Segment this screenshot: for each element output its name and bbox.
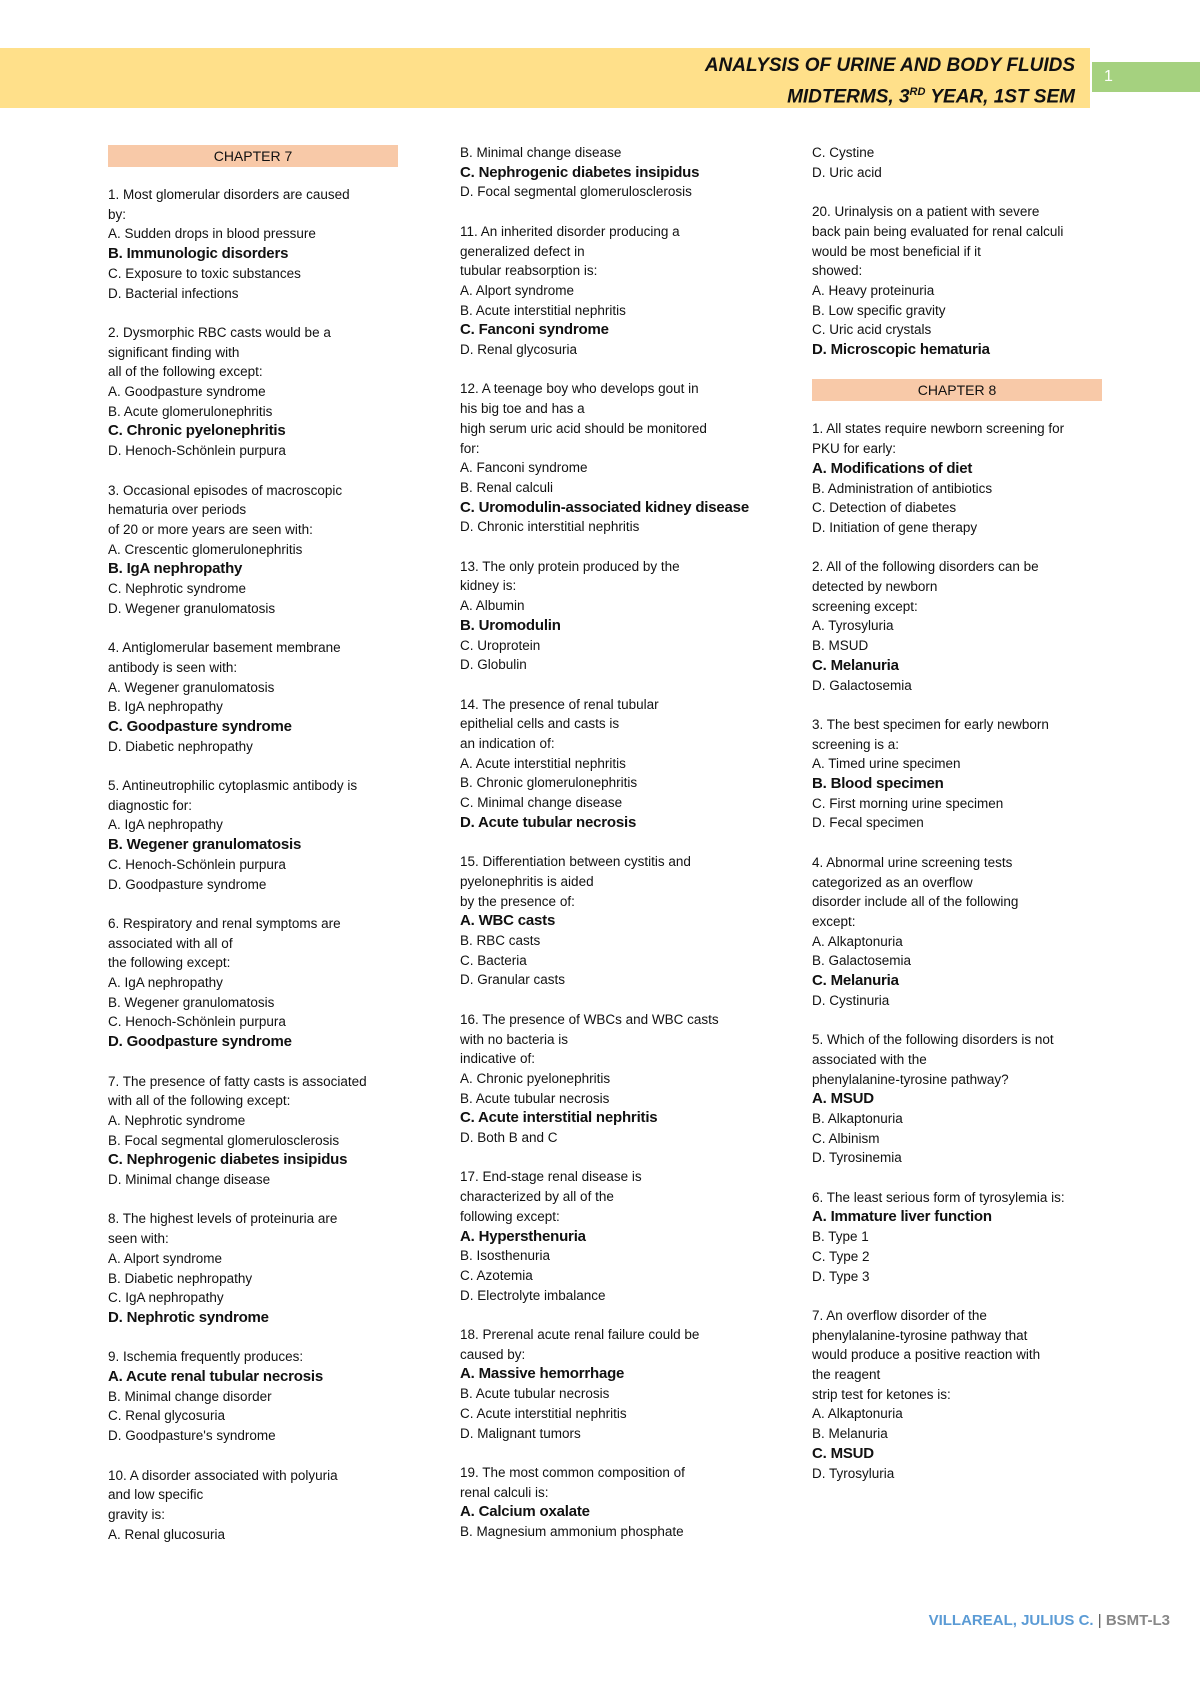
question-text: 7. An overflow disorder of the bbox=[812, 1307, 987, 1323]
question-text: 17. End-stage renal disease is bbox=[460, 1169, 642, 1185]
answer-option-correct: B. Uromodulin bbox=[460, 616, 561, 634]
question-text: and low specific bbox=[108, 1487, 204, 1503]
title-line-2: MIDTERMS, 3RD YEAR, 1ST SEM bbox=[787, 86, 1075, 108]
answer-option-correct: C. Nephrogenic diabetes insipidus bbox=[108, 1151, 348, 1169]
answer-option: A. Alport syndrome bbox=[460, 282, 575, 298]
question-text: 9. Ischemia frequently produces: bbox=[108, 1349, 304, 1365]
answer-option: C. Nephrotic syndrome bbox=[108, 581, 247, 597]
answer-option: D. Tyrosinemia bbox=[812, 1150, 902, 1166]
answer-option: A. Wegener granulomatosis bbox=[108, 679, 275, 695]
question-block bbox=[108, 1347, 398, 1446]
answer-option: D. Tyrosyluria bbox=[812, 1465, 895, 1481]
question-text: 6. Respiratory and renal symptoms are bbox=[108, 915, 341, 931]
answer-option-correct: C. Fanconi syndrome bbox=[460, 321, 609, 339]
answer-option: A. Fanconi syndrome bbox=[460, 460, 588, 476]
question-text: characterized by all of the bbox=[460, 1189, 614, 1205]
question-text: except: bbox=[812, 913, 856, 929]
column-2 bbox=[460, 143, 750, 1561]
answer-option-correct: A. Modifications of diet bbox=[812, 459, 973, 477]
answer-option: B. Acute tubular necrosis bbox=[460, 1386, 610, 1402]
class-code: BSMT-L3 bbox=[1105, 1612, 1170, 1629]
question-text: strip test for ketones is: bbox=[812, 1386, 951, 1402]
answer-option: D. Fecal specimen bbox=[812, 815, 924, 831]
question-text: the following except: bbox=[108, 955, 231, 971]
answer-option: A. Albumin bbox=[460, 598, 525, 614]
question-text: 3. The best specimen for early newborn bbox=[812, 716, 1049, 732]
question-text: 2. All of the following disorders can be bbox=[812, 559, 1039, 575]
question-block bbox=[812, 715, 1102, 833]
question-text: all of the following except: bbox=[108, 364, 263, 380]
question-block bbox=[460, 379, 750, 537]
answer-option: A. Alkaptonuria bbox=[812, 1406, 903, 1422]
question-text: screening is a: bbox=[812, 736, 900, 752]
answer-option: B. Isosthenuria bbox=[460, 1248, 551, 1264]
question-block bbox=[108, 185, 398, 303]
answer-option: A. Timed urine specimen bbox=[812, 756, 961, 772]
answer-option: C. Renal glycosuria bbox=[108, 1408, 226, 1424]
answer-option-correct: A. Immature liver function bbox=[812, 1208, 992, 1226]
answer-option: B. Melanuria bbox=[812, 1426, 888, 1442]
question-text: epithelial cells and casts is bbox=[460, 716, 620, 732]
question-text: associated with the bbox=[812, 1051, 927, 1067]
answer-option: D. Initiation of gene therapy bbox=[812, 519, 978, 535]
answer-option-correct: D. Goodpasture syndrome bbox=[108, 1033, 292, 1051]
column-3 bbox=[812, 143, 1102, 1503]
question-text: significant finding with bbox=[108, 344, 240, 360]
answer-option-correct: A. MSUD bbox=[812, 1090, 874, 1108]
answer-option: D. Goodpasture syndrome bbox=[108, 876, 267, 892]
answer-option: D. Uric acid bbox=[812, 164, 882, 180]
answer-option: B. Focal segmental glomerulosclerosis bbox=[108, 1132, 340, 1148]
answer-option: D. Henoch-Schönlein purpura bbox=[108, 443, 286, 459]
question-text: 4. Abnormal urine screening tests bbox=[812, 854, 1013, 870]
answer-option: B. Chronic glomerulonephritis bbox=[460, 775, 638, 791]
question-text: categorized as an overflow bbox=[812, 874, 973, 890]
question-block bbox=[108, 481, 398, 619]
question-block bbox=[460, 1463, 750, 1542]
answer-option: C. Detection of diabetes bbox=[812, 500, 957, 516]
question-text: screening except: bbox=[812, 598, 918, 614]
question-text: 4. Antiglomerular basement membrane bbox=[108, 640, 341, 656]
answer-option: B. Renal calculi bbox=[460, 479, 554, 495]
question-text: 11. An inherited disorder producing a bbox=[460, 223, 680, 239]
question-text: his big toe and has a bbox=[460, 401, 585, 417]
question-text: antibody is seen with: bbox=[108, 659, 238, 675]
answer-option: B. RBC casts bbox=[460, 933, 541, 949]
column-1 bbox=[108, 143, 398, 1564]
answer-option-correct: A. Calcium oxalate bbox=[460, 1503, 590, 1521]
question-text: hematuria over periods bbox=[108, 502, 247, 518]
question-text: 10. A disorder associated with polyuria bbox=[108, 1467, 338, 1483]
question-text: 19. The most common composition of bbox=[460, 1464, 685, 1480]
answer-option: D. Granular casts bbox=[460, 972, 566, 988]
answer-option-correct: D. Acute tubular necrosis bbox=[460, 813, 637, 831]
answer-option-correct: D. Nephrotic syndrome bbox=[108, 1308, 269, 1326]
question-block bbox=[460, 557, 750, 675]
question-text: phenylalanine-tyrosine pathway? bbox=[812, 1071, 1009, 1087]
question-block bbox=[108, 1072, 398, 1190]
answer-option: A. Crescentic glomerulonephritis bbox=[108, 541, 303, 557]
answer-option-correct: B. Blood specimen bbox=[812, 775, 944, 793]
answer-option-correct: C. MSUD bbox=[812, 1444, 874, 1462]
question-block bbox=[812, 557, 1102, 695]
question-text: 6. The least serious form of tyrosylemia is: bbox=[812, 1189, 1065, 1205]
answer-option: C. Azotemia bbox=[460, 1267, 533, 1283]
question-text: pyelonephritis is aided bbox=[460, 873, 594, 889]
answer-option: D. Renal glycosuria bbox=[460, 342, 578, 358]
footer bbox=[929, 1612, 1170, 1629]
answer-option: C. Minimal change disease bbox=[460, 795, 623, 811]
answer-option: B. MSUD bbox=[812, 638, 869, 654]
answer-option-correct: C. Melanuria bbox=[812, 656, 899, 674]
answer-option: D. Chronic interstitial nephritis bbox=[460, 519, 640, 535]
page-title bbox=[705, 52, 1075, 110]
question-text: would be most beneficial if it bbox=[812, 243, 981, 259]
answer-option: C. Uric acid crystals bbox=[812, 322, 932, 338]
question-text: PKU for early: bbox=[812, 441, 897, 457]
question-text: 13. The only protein produced by the bbox=[460, 558, 680, 574]
question-text: 14. The presence of renal tubular bbox=[460, 696, 659, 712]
answer-option: A. Alport syndrome bbox=[108, 1250, 223, 1266]
answer-option: D. Bacterial infections bbox=[108, 285, 239, 301]
question-text: indicative of: bbox=[460, 1051, 536, 1067]
answer-option-correct: A. WBC casts bbox=[460, 912, 556, 930]
answer-option: C. Type 2 bbox=[812, 1248, 870, 1264]
answer-option: A. IgA nephropathy bbox=[108, 975, 223, 991]
question-text: 1. All states require newborn screening for bbox=[812, 421, 1065, 437]
answer-option-correct: C. Chronic pyelonephritis bbox=[108, 422, 286, 440]
answer-option: C. First morning urine specimen bbox=[812, 795, 1004, 811]
answer-option: B. Minimal change disease bbox=[460, 145, 622, 160]
question-text: gravity is: bbox=[108, 1506, 166, 1522]
question-block bbox=[812, 1188, 1102, 1287]
question-text: 5. Antineutrophilic cytoplasmic antibody is bbox=[108, 778, 358, 794]
answer-option-correct: C. Melanuria bbox=[812, 972, 899, 990]
question-text: 5. Which of the following disorders is not bbox=[812, 1032, 1054, 1048]
question-text: 7. The presence of fatty casts is associated bbox=[108, 1073, 367, 1089]
answer-option: C. Bacteria bbox=[460, 952, 527, 968]
question-text: phenylalanine-tyrosine pathway that bbox=[812, 1327, 1028, 1343]
answer-option: D. Diabetic nephropathy bbox=[108, 738, 253, 754]
answer-option: C. IgA nephropathy bbox=[108, 1290, 224, 1306]
question-block bbox=[812, 853, 1102, 1011]
question-text: by the presence of: bbox=[460, 893, 575, 909]
question-text: 2. Dysmorphic RBC casts would be a bbox=[108, 324, 331, 340]
question-block bbox=[812, 202, 1102, 360]
answer-option: C. Cystine bbox=[812, 145, 875, 160]
question-text: 3. Occasional episodes of macroscopic bbox=[108, 482, 343, 498]
answer-option: C. Exposure to toxic substances bbox=[108, 265, 301, 281]
answer-option: A. Acute interstitial nephritis bbox=[460, 755, 626, 771]
question-text: back pain being evaluated for renal calculi bbox=[812, 223, 1064, 239]
answer-option: B. Diabetic nephropathy bbox=[108, 1270, 253, 1286]
answer-option: B. Acute glomerulonephritis bbox=[108, 403, 273, 419]
answer-option: A. Alkaptonuria bbox=[812, 933, 903, 949]
answer-option: A. Sudden drops in blood pressure bbox=[108, 226, 316, 242]
answer-option: B. Minimal change disorder bbox=[108, 1388, 272, 1404]
question-block bbox=[108, 323, 398, 461]
question-text: for: bbox=[460, 440, 480, 456]
answer-option: D. Focal segmental glomerulosclerosis bbox=[460, 184, 692, 200]
question-text: high serum uric acid should be monitored bbox=[460, 420, 707, 436]
question-block bbox=[812, 1030, 1102, 1168]
answer-option: D. Both B and C bbox=[460, 1130, 558, 1146]
answer-option: C. Uroprotein bbox=[460, 637, 541, 653]
question-block bbox=[460, 222, 750, 360]
answer-option: C. Acute interstitial nephritis bbox=[460, 1405, 627, 1421]
question-block bbox=[460, 1010, 750, 1148]
answer-option: D. Cystinuria bbox=[812, 992, 890, 1008]
question-text: caused by: bbox=[460, 1346, 526, 1362]
question-text: would produce a positive reaction with bbox=[812, 1347, 1041, 1363]
chapter-heading: CHAPTER 8 bbox=[812, 379, 1102, 401]
answer-option: D. Goodpasture's syndrome bbox=[108, 1428, 276, 1444]
question-block bbox=[108, 776, 398, 894]
question-text: associated with all of bbox=[108, 935, 233, 951]
title-line-1: ANALYSIS OF URINE AND BODY FLUIDS bbox=[704, 55, 1075, 76]
question-block bbox=[460, 852, 750, 990]
answer-option-correct: C. Nephrogenic diabetes insipidus bbox=[460, 163, 700, 181]
answer-option-correct: C. Uromodulin-associated kidney disease bbox=[460, 498, 749, 516]
question-text: diagnostic for: bbox=[108, 797, 193, 813]
question-block bbox=[108, 638, 398, 756]
question-block bbox=[812, 1306, 1102, 1483]
question-text: with all of the following except: bbox=[108, 1093, 291, 1109]
question-text: 1. Most glomerular disorders are caused bbox=[108, 187, 350, 202]
answer-option-correct: B. IgA nephropathy bbox=[108, 560, 243, 578]
answer-option: D. Globulin bbox=[460, 657, 527, 673]
answer-option: A. Renal glucosuria bbox=[108, 1526, 226, 1542]
question-text: seen with: bbox=[108, 1231, 169, 1247]
answer-option: C. Henoch-Schönlein purpura bbox=[108, 856, 286, 872]
answer-option: B. Low specific gravity bbox=[812, 302, 946, 318]
question-text: of 20 or more years are seen with: bbox=[108, 521, 313, 537]
answer-option: A. Nephrotic syndrome bbox=[108, 1112, 246, 1128]
question-text: 12. A teenage boy who develops gout in bbox=[460, 381, 699, 397]
answer-option: B. IgA nephropathy bbox=[108, 699, 223, 715]
question-block bbox=[812, 143, 1102, 182]
answer-option: A. Chronic pyelonephritis bbox=[460, 1070, 611, 1086]
question-block bbox=[108, 914, 398, 1052]
question-text: generalized defect in bbox=[460, 243, 585, 259]
answer-option-correct: C. Goodpasture syndrome bbox=[108, 717, 292, 735]
question-block bbox=[108, 1209, 398, 1327]
question-block bbox=[460, 143, 750, 202]
answer-option: D. Minimal change disease bbox=[108, 1172, 271, 1188]
answer-option-correct: D. Microscopic hematuria bbox=[812, 341, 990, 359]
answer-option: B. Administration of antibiotics bbox=[812, 480, 993, 496]
chapter-heading: CHAPTER 7 bbox=[108, 145, 398, 167]
answer-option: B. Acute tubular necrosis bbox=[460, 1090, 610, 1106]
page-number: 1 bbox=[1092, 62, 1200, 92]
question-block bbox=[812, 419, 1102, 537]
question-text: detected by newborn bbox=[812, 579, 938, 595]
question-text: 15. Differentiation between cystitis and bbox=[460, 854, 691, 870]
answer-option: D. Type 3 bbox=[812, 1268, 870, 1284]
question-text: 18. Prerenal acute renal failure could be bbox=[460, 1327, 700, 1343]
question-text: kidney is: bbox=[460, 578, 517, 594]
answer-option: B. Galactosemia bbox=[812, 953, 912, 969]
answer-option: D. Malignant tumors bbox=[460, 1425, 581, 1441]
footer-separator: | bbox=[1093, 1612, 1106, 1629]
question-block bbox=[108, 1466, 398, 1545]
question-block bbox=[460, 1167, 750, 1305]
answer-option-correct: B. Immunologic disorders bbox=[108, 245, 289, 263]
answer-option: B. Acute interstitial nephritis bbox=[460, 302, 626, 318]
question-text: tubular reabsorption is: bbox=[460, 263, 598, 279]
answer-option: C. Henoch-Schönlein purpura bbox=[108, 1014, 286, 1030]
question-text: disorder include all of the following bbox=[812, 894, 1019, 910]
question-block bbox=[460, 695, 750, 833]
answer-option: D. Electrolyte imbalance bbox=[460, 1287, 606, 1303]
question-text: the reagent bbox=[812, 1367, 881, 1383]
answer-option: B. Wegener granulomatosis bbox=[108, 994, 275, 1010]
question-text: renal calculi is: bbox=[460, 1484, 549, 1500]
question-text: following except: bbox=[460, 1208, 560, 1224]
question-block bbox=[460, 1325, 750, 1443]
answer-option: A. Tyrosyluria bbox=[812, 618, 894, 634]
question-text: showed: bbox=[812, 263, 863, 279]
answer-option: D. Wegener granulomatosis bbox=[108, 600, 276, 616]
question-text: 20. Urinalysis on a patient with severe bbox=[812, 204, 1040, 220]
author-name: VILLAREAL, JULIUS C. bbox=[928, 1612, 1094, 1629]
question-text: an indication of: bbox=[460, 736, 555, 752]
question-text: 8. The highest levels of proteinuria are bbox=[108, 1211, 338, 1227]
answer-option-correct: A. Massive hemorrhage bbox=[460, 1365, 625, 1383]
question-text: by: bbox=[108, 206, 127, 222]
question-text: with no bacteria is bbox=[460, 1031, 569, 1047]
answer-option: B. Type 1 bbox=[812, 1229, 869, 1245]
answer-option-correct: B. Wegener granulomatosis bbox=[108, 836, 302, 854]
answer-option: D. Galactosemia bbox=[812, 677, 912, 693]
question-text: 16. The presence of WBCs and WBC casts bbox=[460, 1011, 719, 1027]
answer-option-correct: A. Hypersthenuria bbox=[460, 1227, 586, 1245]
answer-option: B. Magnesium ammonium phosphate bbox=[460, 1524, 684, 1540]
answer-option: A. Goodpasture syndrome bbox=[108, 384, 266, 400]
answer-option-correct: A. Acute renal tubular necrosis bbox=[108, 1368, 323, 1386]
answer-option-correct: C. Acute interstitial nephritis bbox=[460, 1109, 658, 1127]
answer-option: A. Heavy proteinuria bbox=[812, 282, 935, 298]
answer-option: B. Alkaptonuria bbox=[812, 1110, 903, 1126]
answer-option: C. Albinism bbox=[812, 1130, 880, 1146]
answer-option: A. IgA nephropathy bbox=[108, 817, 223, 833]
